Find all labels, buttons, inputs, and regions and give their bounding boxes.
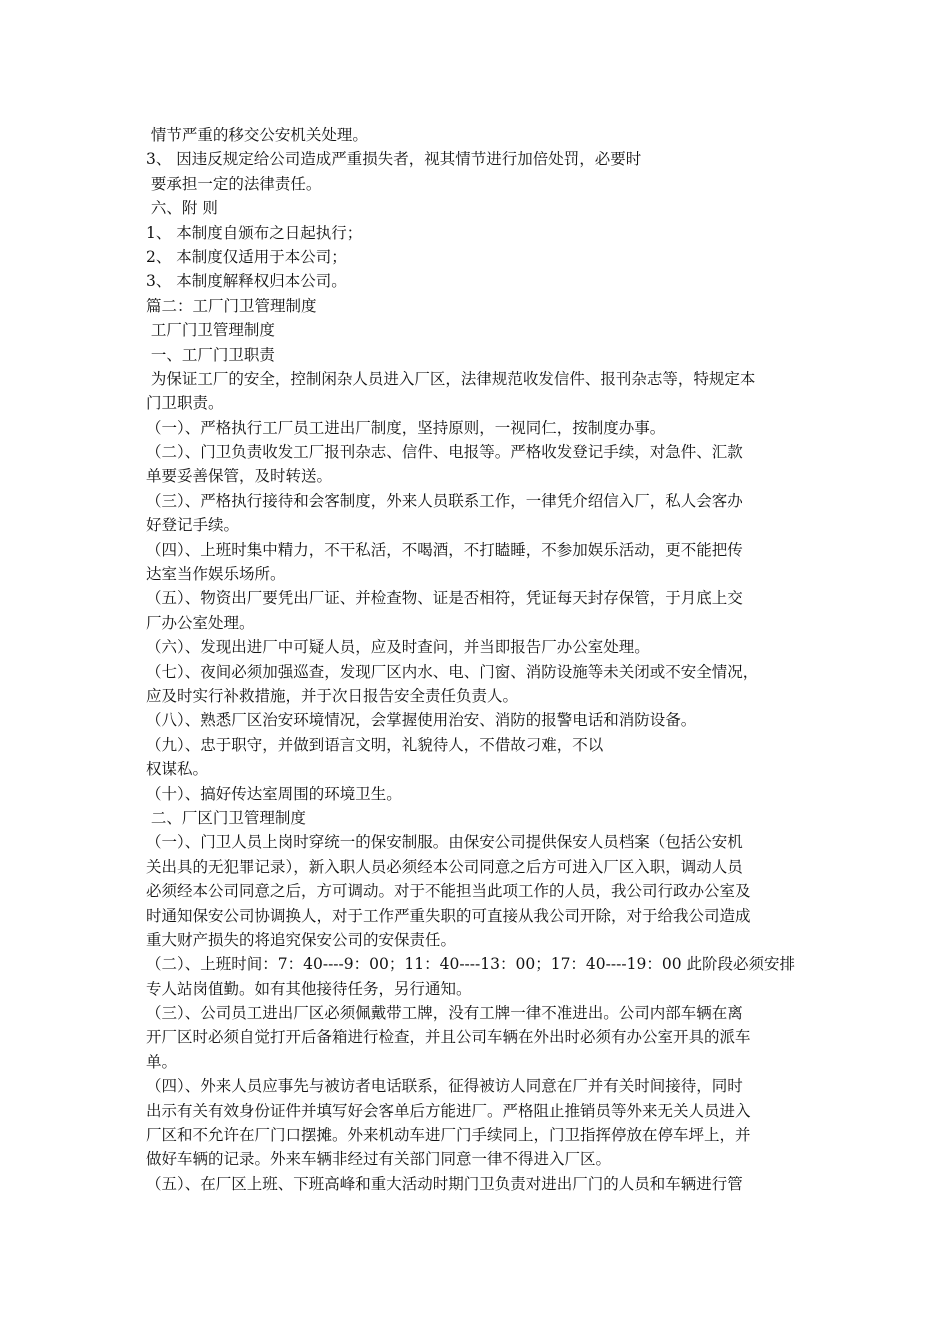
text-line: 权谋私。 [146,760,209,779]
text-line: 开厂区时必须自觉打开后备箱进行检查，并且公司车辆在外出时必须有办公室开具的派车 [146,1028,751,1047]
text-line: （一）、严格执行工厂员工进出厂制度，坚持原则，一视同仁，按制度办事。 [146,418,666,437]
text-line: 为保证工厂的安全，控制闲杂人员进入厂区，法律规范收发信件、报刊杂志等，特规定本 [146,369,756,388]
text-line: 出示有关有效身份证件并填写好会客单后方能进厂。严格阻止推销员等外来无关人员进入 [146,1101,751,1120]
text-line: 达室当作娱乐场所。 [146,565,286,584]
text-line: 关出具的无犯罪记录），新入职人员必须经本公司同意之后方可进入厂区入职，调动人员 [146,857,743,876]
text-line: （七）、夜间必须加强巡查，发现厂区内水、电、门窗、消防设施等未关闭或不安全情况， [146,662,759,681]
text-line: 2、 本制度仅适用于本公司； [146,247,347,266]
text-line: 厂区和不允许在厂门口摆摊。外来机动车进厂门手续同上，门卫指挥停放在停车坪上，并 [146,1126,751,1145]
text-line: 六、附 则 [146,199,218,218]
text-line: 二、厂区门卫管理制度 [146,808,306,827]
text-line: 门卫职责。 [146,394,224,413]
text-line: 3、 本制度解释权归本公司。 [146,272,347,291]
text-line: 一、工厂门卫职责 [146,345,275,364]
text-line: 1、 本制度自颁布之日起执行； [146,223,363,242]
text-line: （一）、门卫人员上岗时穿统一的保安制服。由保安公司提供保安人员档案（包括公安机 [146,833,743,852]
text-line: 时通知保安公司协调换人，对于工作严重失职的可直接从我公司开除，对于给我公司造成 [146,906,751,925]
text-line: （三）、严格执行接待和会客制度，外来人员联系工作，一律凭介绍信入厂，私人会客办 [146,491,743,510]
text-line: （四）、外来人员应事先与被访者电话联系，征得被访人同意在厂并有关时间接待，同时 [146,1077,743,1096]
text-line: 必须经本公司同意之后，方可调动。对于不能担当此项工作的人员，我公司行政办公室及 [146,882,751,901]
text-line: 应及时实行补救措施，并于次日报告安全责任负责人。 [146,686,519,705]
text-line: 3、 因违反规定给公司造成严重损失者，视其情节进行加倍处罚，必要时 [146,150,642,169]
text-line: （二）、门卫负责收发工厂报刊杂志、信件、电报等。严格收发登记手续，对急件、汇款 [146,443,743,462]
text-line: （五）、在厂区上班、下班高峰和重大活动时期门卫负责对进出厂门的人员和车辆进行管 [146,1174,743,1193]
text-line: 厂办公室处理。 [146,613,255,632]
text-line: （四）、上班时集中精力，不干私活，不喝酒，不打瞌睡，不参加娱乐活动，更不能把传 [146,540,743,559]
text-line: （五）、物资出厂要凭出厂证、并检查物、证是否相符，凭证每天封存保管，于月底上交 [146,589,743,608]
text-line: 情节严重的移交公安机关处理。 [146,126,368,144]
text-line: 工厂门卫管理制度 [146,321,275,340]
text-line: 单。 [146,1052,178,1071]
text-line: 重大财产损失的将追究保安公司的安保责任。 [146,930,457,949]
document-body [146,123,821,1196]
text-line: 篇二：工厂门卫管理制度 [146,296,317,315]
text-line: 专人站岗值勤。如有其他接待任务，另行通知。 [146,979,472,998]
text-line: （六）、发现出进厂中可疑人员，应及时查问，并当即报告厂办公室处理。 [146,638,650,657]
text-line: （十）、搞好传达室周围的环境卫生。 [146,784,402,803]
text-line: 要承担一定的法律责任。 [146,174,322,193]
text-line: （九）、忠于职守，并做到语言文明，礼貌待人，不借故刁难，不以 [146,735,604,754]
text-line: 单要妥善保管，及时转送。 [146,467,333,486]
text-line: （八）、熟悉厂区治安环境情况，会掌握使用治安、消防的报警电话和消防设备。 [146,711,697,730]
text-line: （三）、公司员工进出厂区必须佩戴带工牌，没有工牌一律不准进出。公司内部车辆在离 [146,1004,743,1023]
text-line: （二）、上班时间：7：40----9：00；11：40----13：00；17：40----19：00 此阶段必须安排 [146,955,795,974]
text-line: 做好车辆的记录。外来车辆非经过有关部门同意一律不得进入厂区。 [146,1150,612,1169]
text-line: 好登记手续。 [146,516,240,535]
